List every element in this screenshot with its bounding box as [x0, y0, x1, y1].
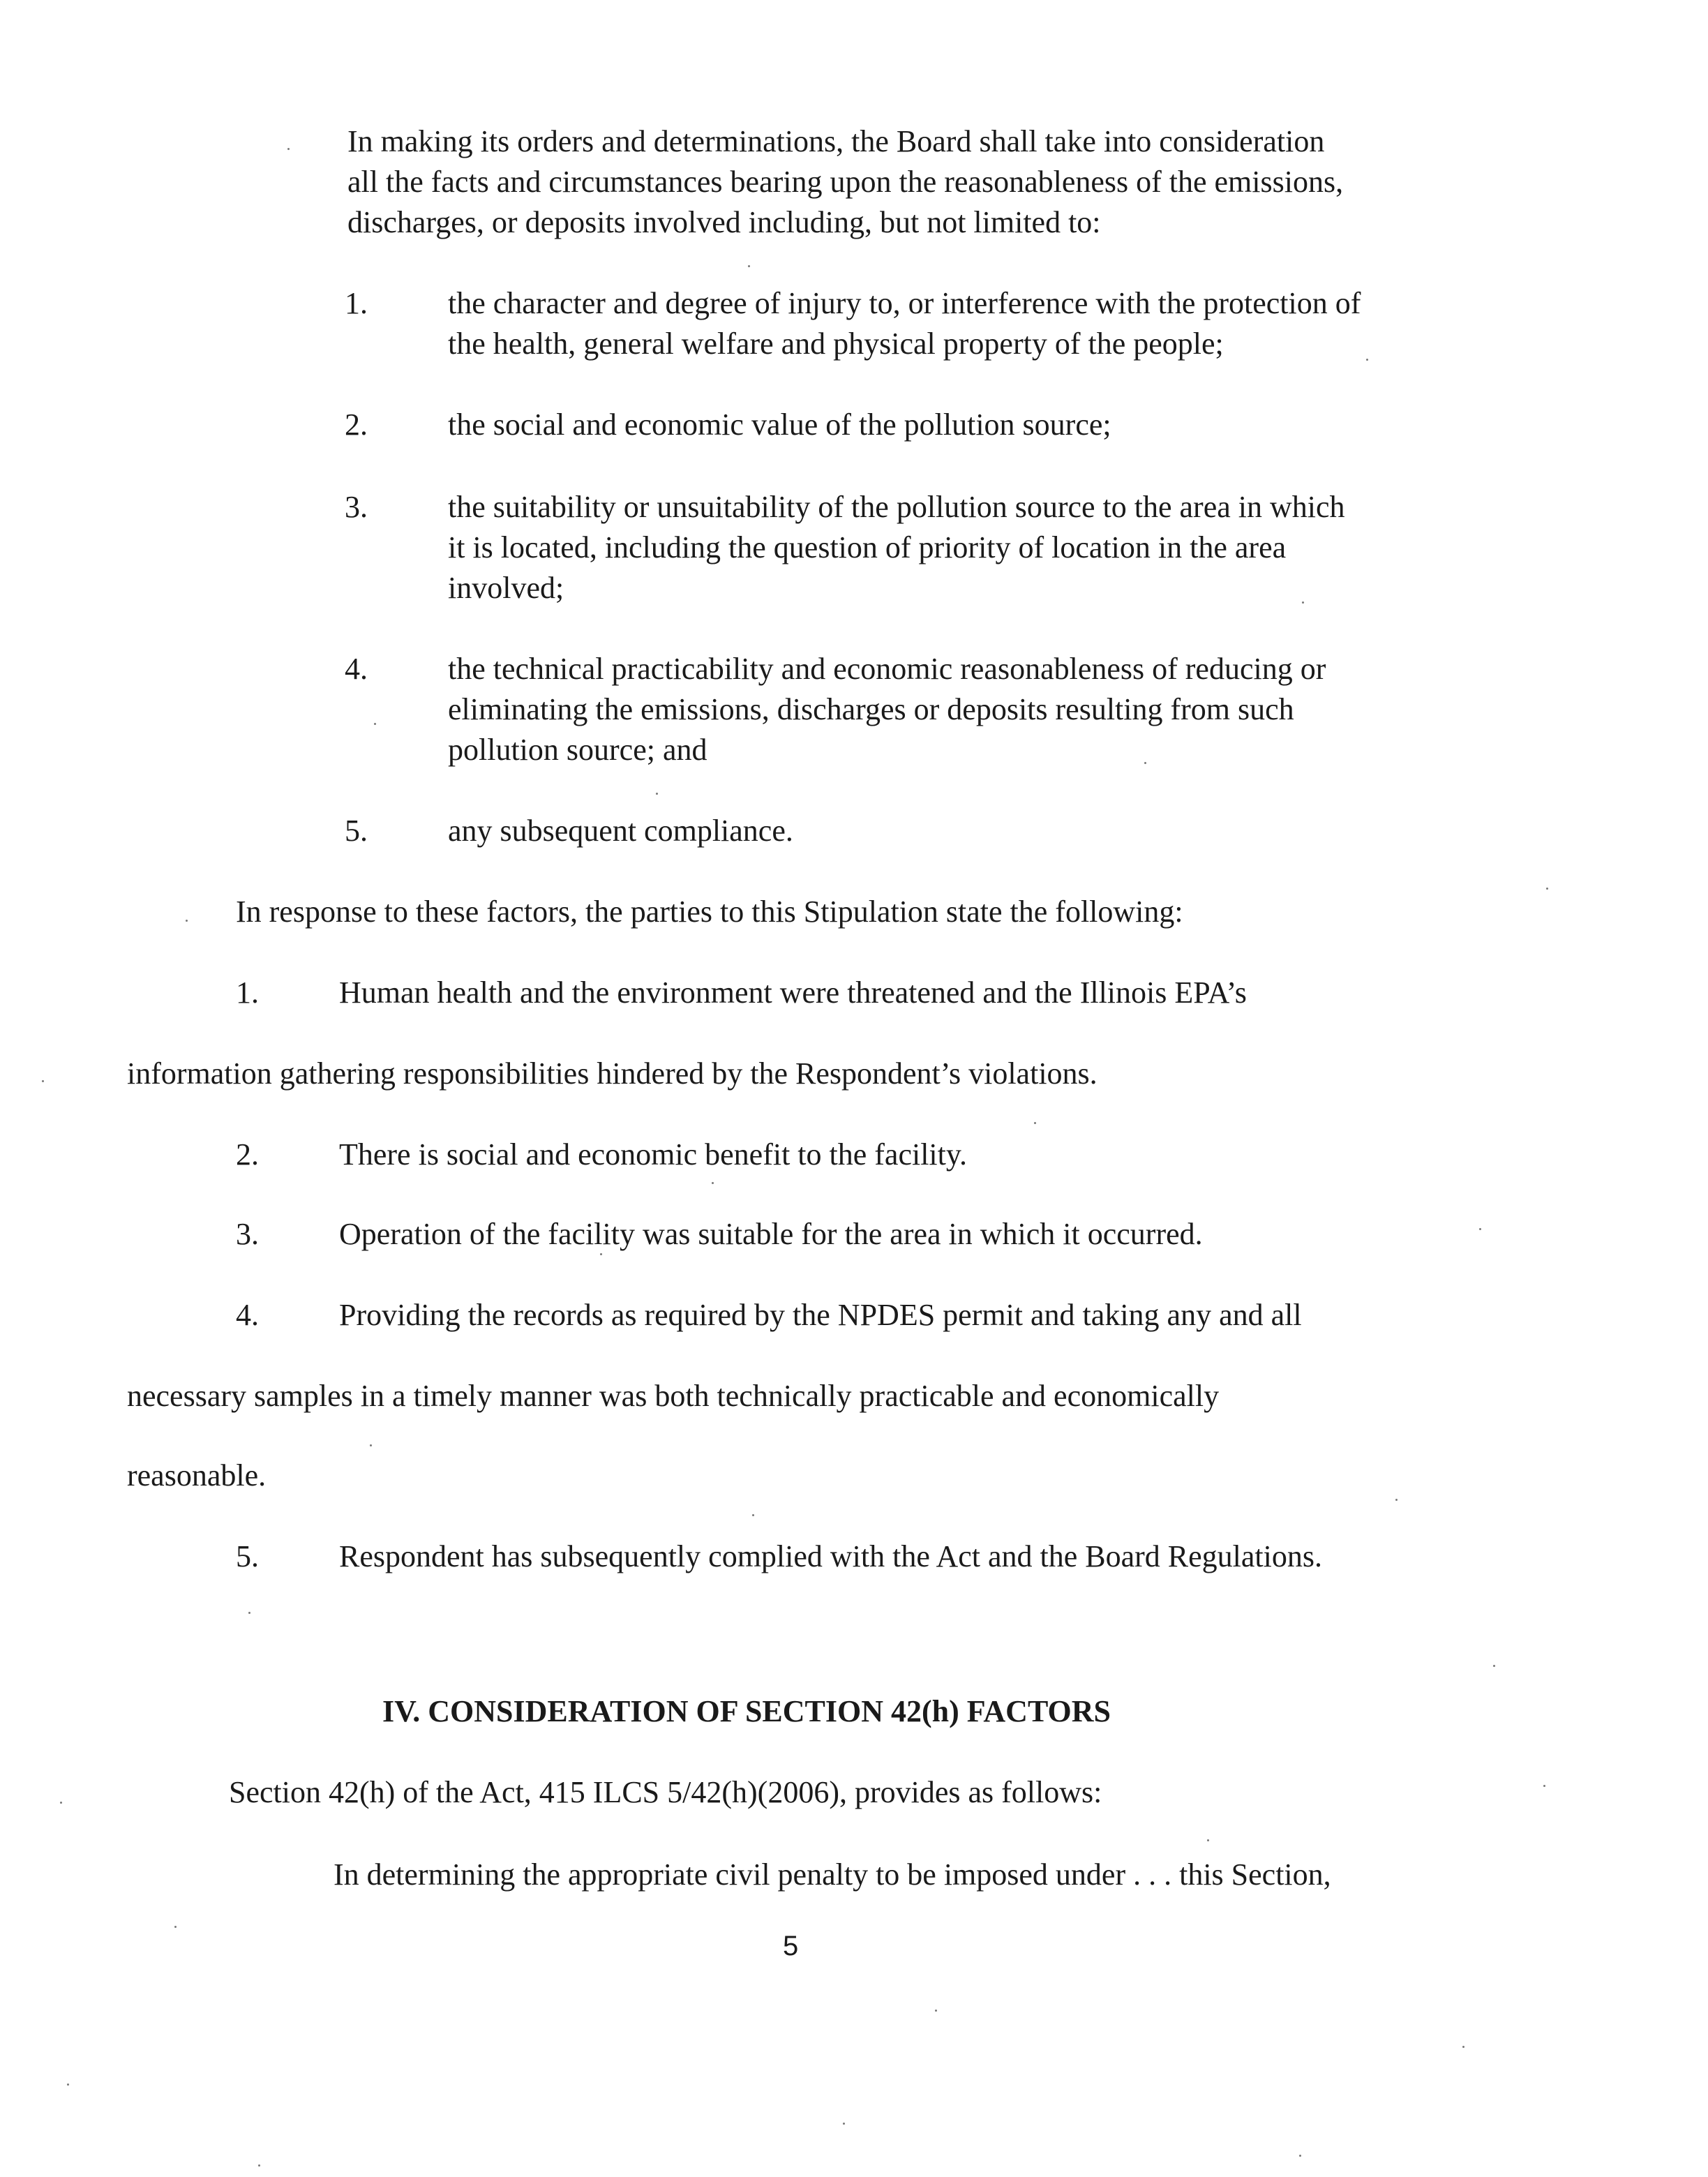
scan-speck	[174, 1926, 177, 1928]
response-3-line-1: Operation of the facility was suitable for the area in which it occurred.	[339, 1217, 1203, 1251]
scan-speck	[42, 1080, 44, 1082]
response-5-line-1: Respondent has subsequently complied with the Act and the Board Regulations.	[339, 1539, 1322, 1573]
scan-speck	[67, 2084, 69, 2086]
factor-1-number: 1.	[345, 286, 368, 320]
quote-intro-line-1: In making its orders and determinations, the Board shall take into consideration	[347, 124, 1325, 158]
factor-3-line-1: the suitability or unsuitability of the pollution source to the area in which	[448, 490, 1345, 524]
factor-3-number: 3.	[345, 490, 368, 524]
factor-3-line-2: it is located, including the question of priority of location in the area	[448, 530, 1287, 564]
factor-2-number: 2.	[345, 407, 368, 442]
section-quote-line: In determining the appropriate civil penalty to be imposed under . . . this Section,	[334, 1857, 1331, 1892]
scan-speck	[1034, 1122, 1036, 1124]
section-intro: Section 42(h) of the Act, 415 ILCS 5/42(h)(2006), provides as follows:	[229, 1775, 1102, 1809]
quote-intro-line-2: all the facts and circumstances bearing upon the reasonableness of the emissions,	[347, 165, 1344, 199]
scan-speck	[1299, 2155, 1301, 2157]
factor-4-line-2: eliminating the emissions, discharges or deposits resulting from such	[448, 692, 1294, 726]
page-number: 5	[783, 1931, 799, 1961]
factor-2-line-1: the social and economic value of the pollution source;	[448, 407, 1111, 442]
scan-speck	[843, 2123, 845, 2125]
factor-4-number: 4.	[345, 652, 368, 686]
scan-speck	[656, 793, 658, 795]
response-1-line-2: information gathering responsibilities hindered by the Respondent’s violations.	[127, 1056, 1098, 1091]
scan-speck	[1462, 2046, 1464, 2048]
scan-speck	[1493, 1665, 1495, 1667]
section-heading: IV. CONSIDERATION OF SECTION 42(h) FACTORS	[382, 1694, 1111, 1728]
scan-speck	[1479, 1228, 1481, 1230]
scan-speck	[370, 1444, 372, 1446]
response-4-line-2: necessary samples in a timely manner was both technically practicable and economically	[127, 1379, 1220, 1413]
scan-speck	[287, 148, 290, 150]
response-intro: In response to these factors, the parties to this Stipulation state the following:	[236, 895, 1183, 929]
scan-speck	[1366, 359, 1368, 361]
scan-speck	[600, 1253, 602, 1255]
scan-speck	[712, 1182, 714, 1184]
factor-3-line-3: involved;	[448, 571, 564, 605]
factor-5-number: 5.	[345, 814, 368, 848]
factor-4-line-3: pollution source; and	[448, 733, 707, 767]
scan-speck	[186, 920, 188, 922]
response-4-line-1: Providing the records as required by the NPDES permit and taking any and all	[339, 1298, 1302, 1332]
scan-speck	[752, 1514, 754, 1516]
scan-speck	[935, 2010, 937, 2012]
factor-1-line-1: the character and degree of injury to, or interference with the protection of	[448, 286, 1361, 320]
scan-speck	[258, 2164, 260, 2167]
scan-speck	[248, 1612, 250, 1614]
factor-4-line-1: the technical practicability and economic reasonableness of reducing or	[448, 652, 1326, 686]
scan-speck	[374, 723, 376, 725]
scan-speck	[1302, 601, 1304, 604]
scan-speck	[1546, 888, 1548, 890]
factor-1-line-2: the health, general welfare and physical property of the people;	[448, 327, 1224, 361]
scan-speck	[748, 265, 750, 267]
scan-speck	[60, 1802, 62, 1804]
response-4-number: 4.	[236, 1298, 259, 1332]
response-2-line-1: There is social and economic benefit to the facility.	[339, 1137, 968, 1172]
scan-speck	[1144, 762, 1146, 764]
response-2-number: 2.	[236, 1137, 259, 1172]
scan-speck	[1207, 1839, 1209, 1841]
response-1-line-1: Human health and the environment were threatened and the Illinois EPA’s	[339, 975, 1247, 1010]
quote-intro-line-3: discharges, or deposits involved including, but not limited to:	[347, 205, 1101, 239]
response-3-number: 3.	[236, 1217, 259, 1251]
scan-speck	[1543, 1785, 1545, 1787]
scan-speck	[1395, 1499, 1398, 1501]
response-1-number: 1.	[236, 975, 259, 1010]
response-5-number: 5.	[236, 1539, 259, 1573]
factor-5-line-1: any subsequent compliance.	[448, 814, 793, 848]
response-4-line-3: reasonable.	[127, 1458, 267, 1493]
